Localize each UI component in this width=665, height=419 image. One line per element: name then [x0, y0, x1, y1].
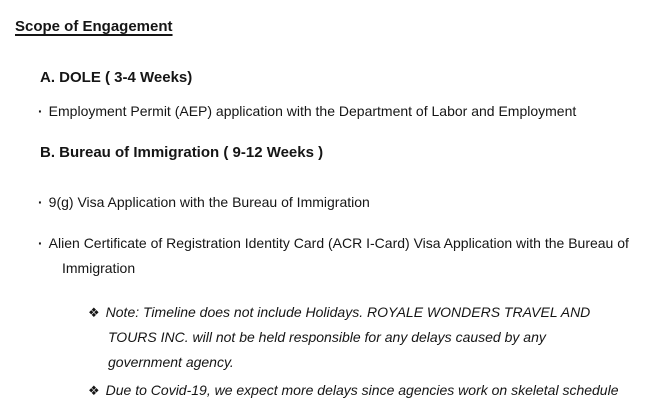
list-item-text: 9(g) Visa Application with the Bureau of Immigration — [48, 194, 370, 210]
note-text: Due to Covid-19, we expect more delays since agencies work on skeletal schedule — [105, 382, 619, 398]
note-text: Note: Timeline does not include Holidays. ROYALE WONDERS TRAVEL AND TOURS INC. will not be held responsible for any delays caused by any government agency. — [105, 304, 591, 370]
note-item — [88, 300, 613, 375]
dot-bullet-icon: · — [38, 194, 43, 210]
section-immigration — [0, 143, 665, 281]
section-dole — [0, 68, 665, 124]
dot-bullet-icon: · — [38, 103, 43, 119]
notes-block — [0, 300, 665, 403]
note-item — [88, 378, 665, 403]
diamond-bullet-icon: ❖ — [88, 383, 100, 398]
section-immigration-heading: B. Bureau of Immigration ( 9-12 Weeks ) — [40, 144, 324, 161]
list-item — [38, 231, 660, 281]
diamond-bullet-icon: ❖ — [88, 305, 100, 320]
list-item — [38, 190, 660, 215]
page-title: Scope of Engagement — [15, 18, 173, 35]
dot-bullet-icon: · — [38, 235, 43, 251]
list-item-text: Employment Permit (AEP) application with the Department of Labor and Employment — [48, 103, 577, 119]
list-item-text: Alien Certificate of Registration Identity Card (ACR I-Card) Visa Application with the Bureau of Immigration — [48, 235, 629, 276]
list-item — [38, 99, 660, 124]
section-dole-heading: A. DOLE ( 3-4 Weeks) — [40, 69, 193, 86]
